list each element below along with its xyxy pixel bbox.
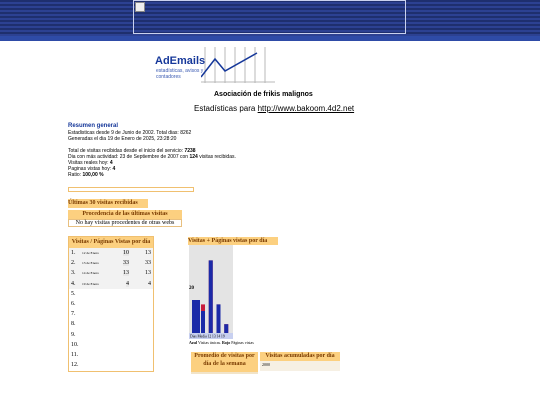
row-number: 1. — [71, 250, 76, 256]
row-visits: 13 — [123, 270, 129, 277]
stats-for-prefix: Estadísticas para — [194, 104, 256, 113]
row-number: 4. — [71, 280, 76, 287]
ademails-logo[interactable] — [155, 47, 275, 83]
visits-chart — [189, 245, 233, 339]
row-date: 13 de Enero — [82, 261, 99, 266]
header-divider — [0, 36, 540, 41]
logo-subtitle: estadísticas, avisos y contadores — [156, 68, 204, 80]
row-number: 2. — [71, 260, 76, 267]
visits-table-body — [69, 248, 153, 370]
row-pages: 13 — [145, 270, 151, 277]
row-date: 14 de Enero — [82, 271, 99, 276]
visits-table[interactable] — [68, 236, 154, 372]
promedio-title: Promedio de visitas por día de la semana — [191, 352, 258, 372]
acumuladas-title: Visitas acumuladas por día — [260, 352, 340, 361]
banner-image[interactable] — [133, 0, 406, 34]
row-pages: 4 — [148, 280, 151, 287]
site-title: Asociación de frikis malignos — [214, 91, 313, 98]
summary-line-since: Estadisticas desde 9 de Junio de 2002. Total dias: 8262 — [68, 130, 192, 136]
row-number: 9. — [71, 331, 76, 338]
table-row — [69, 299, 153, 309]
row-visits: 33 — [123, 260, 129, 267]
procedencia-empty: No hay visitas procedentes de otras webs — [68, 219, 182, 227]
table-row — [69, 360, 153, 370]
logo-graph-icon — [201, 47, 275, 83]
chart-svg — [189, 245, 233, 339]
table-row — [69, 309, 153, 319]
last-visits-title: Últimas 30 visitas recibidas — [68, 199, 148, 208]
summary-block — [68, 130, 236, 178]
summary-line-generated: Generadas el dia 19 de Enero de 2025, 23:28:20 — [68, 136, 177, 142]
row-pages: 33 — [145, 260, 151, 267]
table-row — [69, 248, 153, 258]
chart-bar-visits — [224, 324, 228, 333]
row-number: 3. — [71, 270, 76, 277]
summary-ratio — [68, 172, 236, 178]
summary-heading: Resumen general — [68, 123, 119, 129]
row-number: 5. — [71, 290, 76, 297]
row-number: 12. — [71, 362, 79, 369]
summary-total-label: Total de visitas recibidas desde el inicio del servicio: — [68, 148, 185, 154]
chart-bar-media — [192, 300, 200, 333]
table-row — [69, 340, 153, 350]
legend-rojo-text: Páginas vistas — [231, 340, 254, 345]
chart-bar-visits — [209, 260, 213, 333]
real-today-value: 4 — [109, 160, 113, 166]
acumuladas-year: 2000 — [262, 362, 270, 367]
table-row — [69, 258, 153, 268]
progress-bar — [68, 187, 194, 192]
site-url-link[interactable]: http://www.bakoom.4d2.net — [257, 104, 355, 113]
table-row — [69, 350, 153, 360]
procedencia-title: Procedencia de las últimas visitas — [68, 210, 182, 219]
legend-rojo-label: Rojo — [222, 340, 231, 345]
table-row — [69, 279, 153, 289]
row-visits: 4 — [126, 280, 129, 287]
pages-today-value: 4 — [112, 166, 116, 172]
chart-legend — [189, 340, 254, 345]
chart-bar-visits — [201, 311, 205, 333]
row-pages: 13 — [145, 250, 151, 256]
table-row — [69, 268, 153, 278]
promedio-body — [191, 372, 258, 374]
chart-x-label: Dias Media 12 13 14 19 — [190, 334, 225, 339]
row-visits: 10 — [123, 250, 129, 256]
summary-peak-prefix: Dia con más actividad: 23 de Septiembre de 2007 con — [68, 154, 190, 160]
row-date: 19 de Enero — [82, 281, 99, 286]
pages-today-label: Paginas vistas hoy: — [68, 166, 113, 172]
legend-azul-text: Visitas únicas. — [197, 340, 222, 345]
row-number: 11. — [71, 351, 79, 358]
broken-image-icon — [135, 2, 145, 12]
chart-bar-visits — [217, 304, 221, 333]
stats-for-line — [194, 104, 354, 113]
row-number: 8. — [71, 321, 76, 328]
summary-peak-suffix: visitas recibidas. — [197, 154, 236, 160]
ratio-value: 100,00 % — [82, 172, 104, 178]
summary-peak-value: 124 — [189, 154, 198, 160]
chart-y-tick: 20 — [189, 286, 194, 291]
legend-azul-label: Azul — [189, 340, 197, 345]
table-row — [69, 330, 153, 340]
real-today-label: Visitas reales hoy: — [68, 160, 110, 166]
summary-total-value: 7238 — [184, 148, 196, 154]
row-number: 6. — [71, 300, 76, 307]
row-date: 12 de Enero — [82, 251, 99, 255]
procedencia-panel — [68, 210, 182, 227]
row-number: 10. — [71, 341, 79, 348]
visits-table-title: Visitas / Páginas Vistas por día — [69, 237, 153, 248]
acumuladas-body — [260, 361, 340, 371]
table-row — [69, 319, 153, 329]
logo-title: AdEmails — [155, 55, 206, 67]
row-number: 7. — [71, 311, 76, 318]
ratio-label: Ratio: — [68, 172, 83, 178]
chart-title: Visitas + Páginas vistas por día — [188, 237, 278, 245]
table-row — [69, 289, 153, 299]
